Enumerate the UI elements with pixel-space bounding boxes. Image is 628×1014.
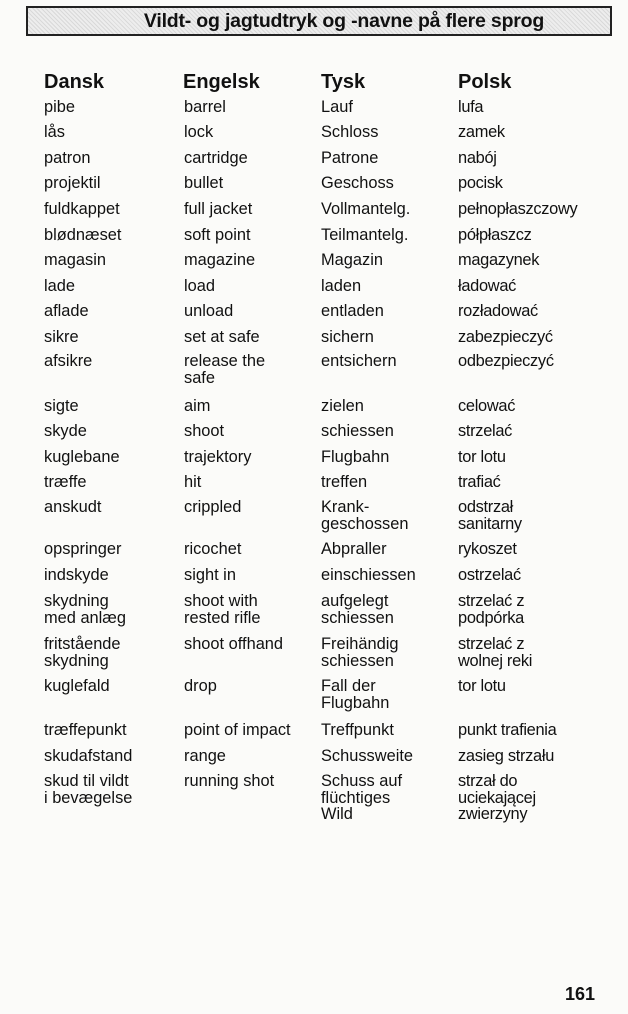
term-polsk: strzał do uciekającej zwierzyny — [458, 772, 536, 824]
term-polsk: strzelać z podpórka — [458, 592, 525, 627]
term-dansk: skud til vildt i bevægelse — [44, 772, 133, 807]
term-tysk: Schuss auf flüchtiges Wild — [321, 772, 403, 824]
term-engelsk: drop — [184, 677, 217, 695]
term-polsk: magazynek — [458, 251, 540, 269]
term-tysk: Vollmantelg. — [321, 200, 411, 218]
term-tysk: Fall der Flugbahn — [321, 677, 390, 712]
term-polsk: odbezpieczyć — [458, 352, 554, 370]
term-engelsk: barrel — [184, 98, 226, 116]
term-dansk: projektil — [44, 174, 101, 192]
term-tysk: schiessen — [321, 422, 394, 440]
term-polsk: celować — [458, 397, 516, 415]
term-dansk: skudafstand — [44, 747, 133, 765]
term-tysk: sichern — [321, 328, 374, 346]
term-tysk: Schussweite — [321, 747, 414, 765]
term-dansk: fritstående skydning — [44, 635, 121, 670]
page-number: 161 — [564, 984, 595, 1004]
term-polsk: tor lotu — [458, 677, 506, 695]
term-polsk: nabój — [458, 149, 497, 167]
term-tysk: Patrone — [321, 149, 379, 167]
term-engelsk: bullet — [184, 174, 224, 192]
term-tysk: aufgelegt schiessen — [321, 592, 394, 627]
term-engelsk: magazine — [184, 251, 256, 269]
term-dansk: skydning med anlæg — [44, 592, 127, 627]
term-dansk: afsikre — [44, 352, 93, 370]
column-header-polsk: Polsk — [458, 71, 512, 93]
term-polsk: rykoszet — [458, 540, 517, 558]
term-tysk: Teilmantelg. — [321, 226, 409, 244]
term-polsk: strzelać z wolnej reki — [458, 635, 533, 670]
column-header-dansk: Dansk — [44, 71, 105, 93]
term-engelsk: unload — [184, 302, 234, 320]
term-polsk: tor lotu — [458, 448, 506, 466]
term-tysk: entsichern — [321, 352, 397, 370]
term-tysk: zielen — [321, 397, 364, 415]
term-tysk: einschiessen — [321, 566, 416, 584]
term-engelsk: running shot — [184, 772, 275, 790]
term-tysk: Magazin — [321, 251, 383, 269]
term-dansk: patron — [44, 149, 91, 167]
term-dansk: lås — [44, 123, 65, 141]
term-polsk: lufa — [458, 98, 484, 116]
term-tysk: Geschoss — [321, 174, 394, 192]
term-dansk: fuldkappet — [44, 200, 120, 218]
term-dansk: træffepunkt — [44, 721, 127, 739]
term-engelsk: load — [184, 277, 215, 295]
term-tysk: Lauf — [321, 98, 353, 116]
term-tysk: Schloss — [321, 123, 379, 141]
term-polsk: punkt trafienia — [458, 721, 557, 739]
term-dansk: skyde — [44, 422, 87, 440]
term-engelsk: point of impact — [184, 721, 291, 739]
term-tysk: laden — [321, 277, 362, 295]
term-dansk: kuglebane — [44, 448, 120, 466]
term-engelsk: soft point — [184, 226, 251, 244]
term-polsk: zamek — [458, 123, 505, 141]
page-title: Vildt- og jagtudtryk og -navne på flere sprog — [143, 9, 545, 32]
term-dansk: indskyde — [44, 566, 109, 584]
term-dansk: sikre — [44, 328, 79, 346]
term-dansk: pibe — [44, 98, 75, 116]
term-dansk: opspringer — [44, 540, 122, 558]
term-dansk: blødnæset — [44, 226, 122, 244]
term-engelsk: sight in — [184, 566, 236, 584]
term-polsk: pocisk — [458, 174, 503, 192]
term-engelsk: hit — [184, 473, 202, 491]
column-header-tysk: Tysk — [321, 71, 366, 93]
column-header-engelsk: Engelsk — [183, 71, 260, 93]
term-polsk: ładować — [458, 277, 517, 295]
term-engelsk: shoot offhand — [184, 635, 284, 653]
term-tysk: Flugbahn — [321, 448, 390, 466]
term-tysk: treffen — [321, 473, 368, 491]
term-polsk: pełnopłaszczowy — [458, 200, 578, 218]
term-engelsk: release the safe — [184, 352, 266, 387]
term-polsk: zabezpieczyć — [458, 328, 553, 346]
term-dansk: træffe — [44, 473, 87, 491]
term-engelsk: range — [184, 747, 226, 765]
term-engelsk: full jacket — [184, 200, 253, 218]
term-engelsk: cartridge — [184, 149, 248, 167]
term-tysk: Abpraller — [321, 540, 387, 558]
term-dansk: anskudt — [44, 498, 102, 516]
term-dansk: sigte — [44, 397, 79, 415]
term-polsk: rozładować — [458, 302, 538, 320]
term-polsk: strzelać — [458, 422, 513, 440]
term-engelsk: crippled — [184, 498, 242, 516]
term-tysk: Treffpunkt — [321, 721, 394, 739]
term-engelsk: lock — [184, 123, 214, 141]
term-polsk: zasieg strzału — [458, 747, 555, 765]
term-tysk: Krank- geschossen — [321, 498, 409, 533]
term-engelsk: trajektory — [184, 448, 252, 466]
term-engelsk: shoot with rested rifle — [184, 592, 261, 627]
term-dansk: kuglefald — [44, 677, 110, 695]
term-engelsk: set at safe — [184, 328, 260, 346]
term-polsk: trafiać — [458, 473, 501, 491]
term-polsk: odstrzał sanitarny — [458, 498, 522, 533]
term-polsk: ostrzelać — [458, 566, 521, 584]
term-dansk: aflade — [44, 302, 89, 320]
term-polsk: półpłaszcz — [458, 226, 532, 244]
term-tysk: Freihändig schiessen — [321, 635, 399, 670]
term-engelsk: shoot — [184, 422, 225, 440]
term-engelsk: aim — [184, 397, 211, 415]
term-dansk: magasin — [44, 251, 106, 269]
term-engelsk: ricochet — [184, 540, 242, 558]
term-tysk: entladen — [321, 302, 384, 320]
term-dansk: lade — [44, 277, 75, 295]
